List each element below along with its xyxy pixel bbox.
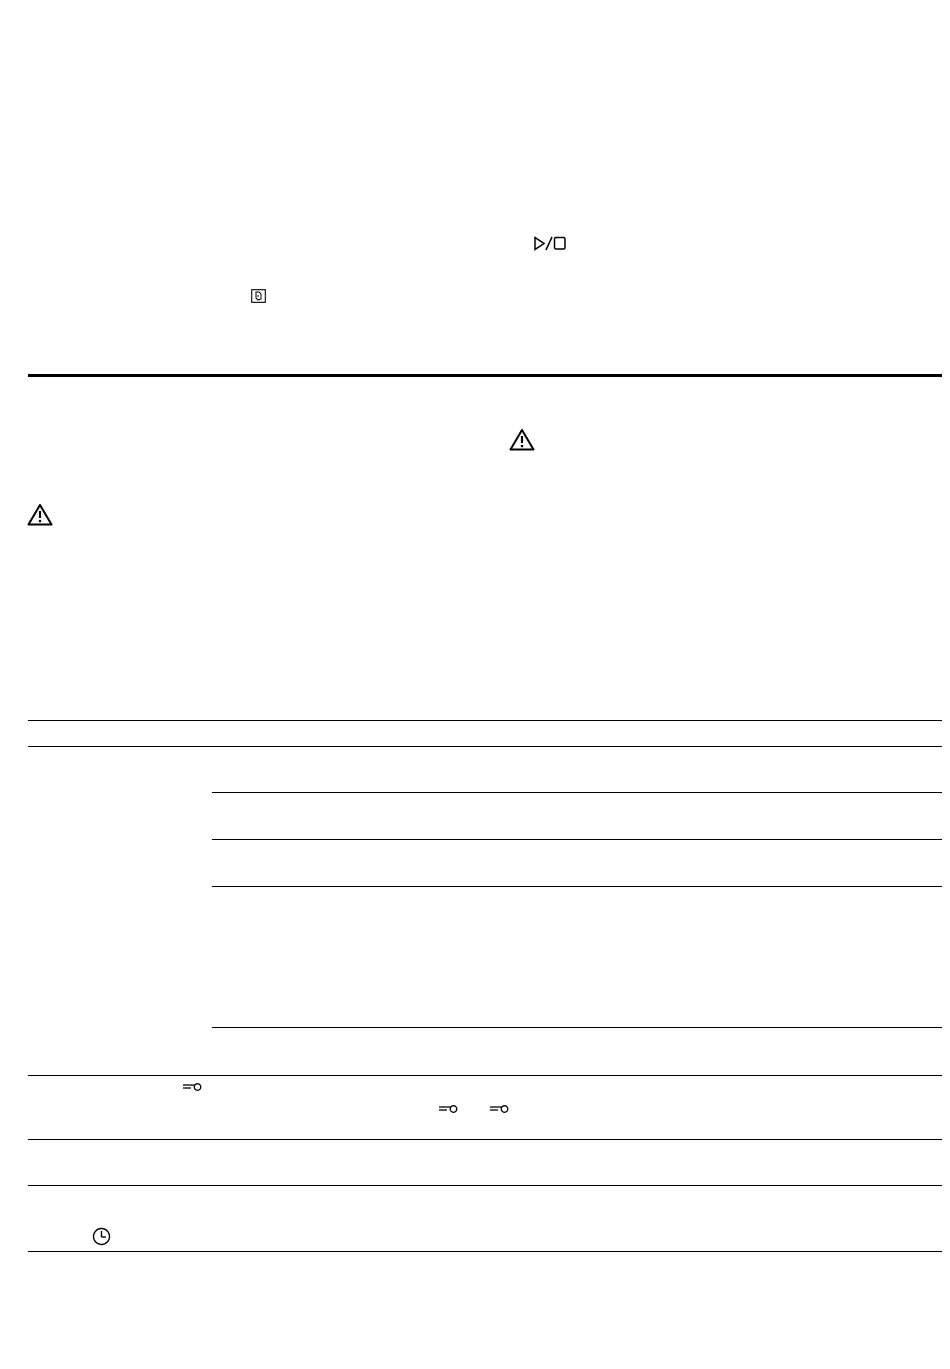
key-icon xyxy=(438,1104,458,1114)
table-sub-row-rule xyxy=(212,792,942,793)
key-icon xyxy=(489,1104,509,1114)
door-icon xyxy=(251,289,266,303)
table-sub-row-rule xyxy=(212,886,942,887)
clock-icon xyxy=(92,1227,111,1246)
table-sub-row-rule xyxy=(212,839,942,840)
key-icon xyxy=(182,1082,202,1092)
warning-triangle-icon xyxy=(27,503,53,526)
table-row-rule xyxy=(28,1139,942,1140)
table-header-bottom-rule xyxy=(28,746,942,747)
warning-triangle-icon xyxy=(509,428,535,451)
section-divider xyxy=(28,374,942,377)
table-bottom-rule xyxy=(28,1251,942,1252)
table-row-rule xyxy=(28,1185,942,1186)
table-row-rule xyxy=(28,1075,942,1076)
table-header-top-rule xyxy=(28,720,942,721)
start-stop-icon xyxy=(533,236,567,251)
table-sub-row-rule xyxy=(212,1027,942,1028)
